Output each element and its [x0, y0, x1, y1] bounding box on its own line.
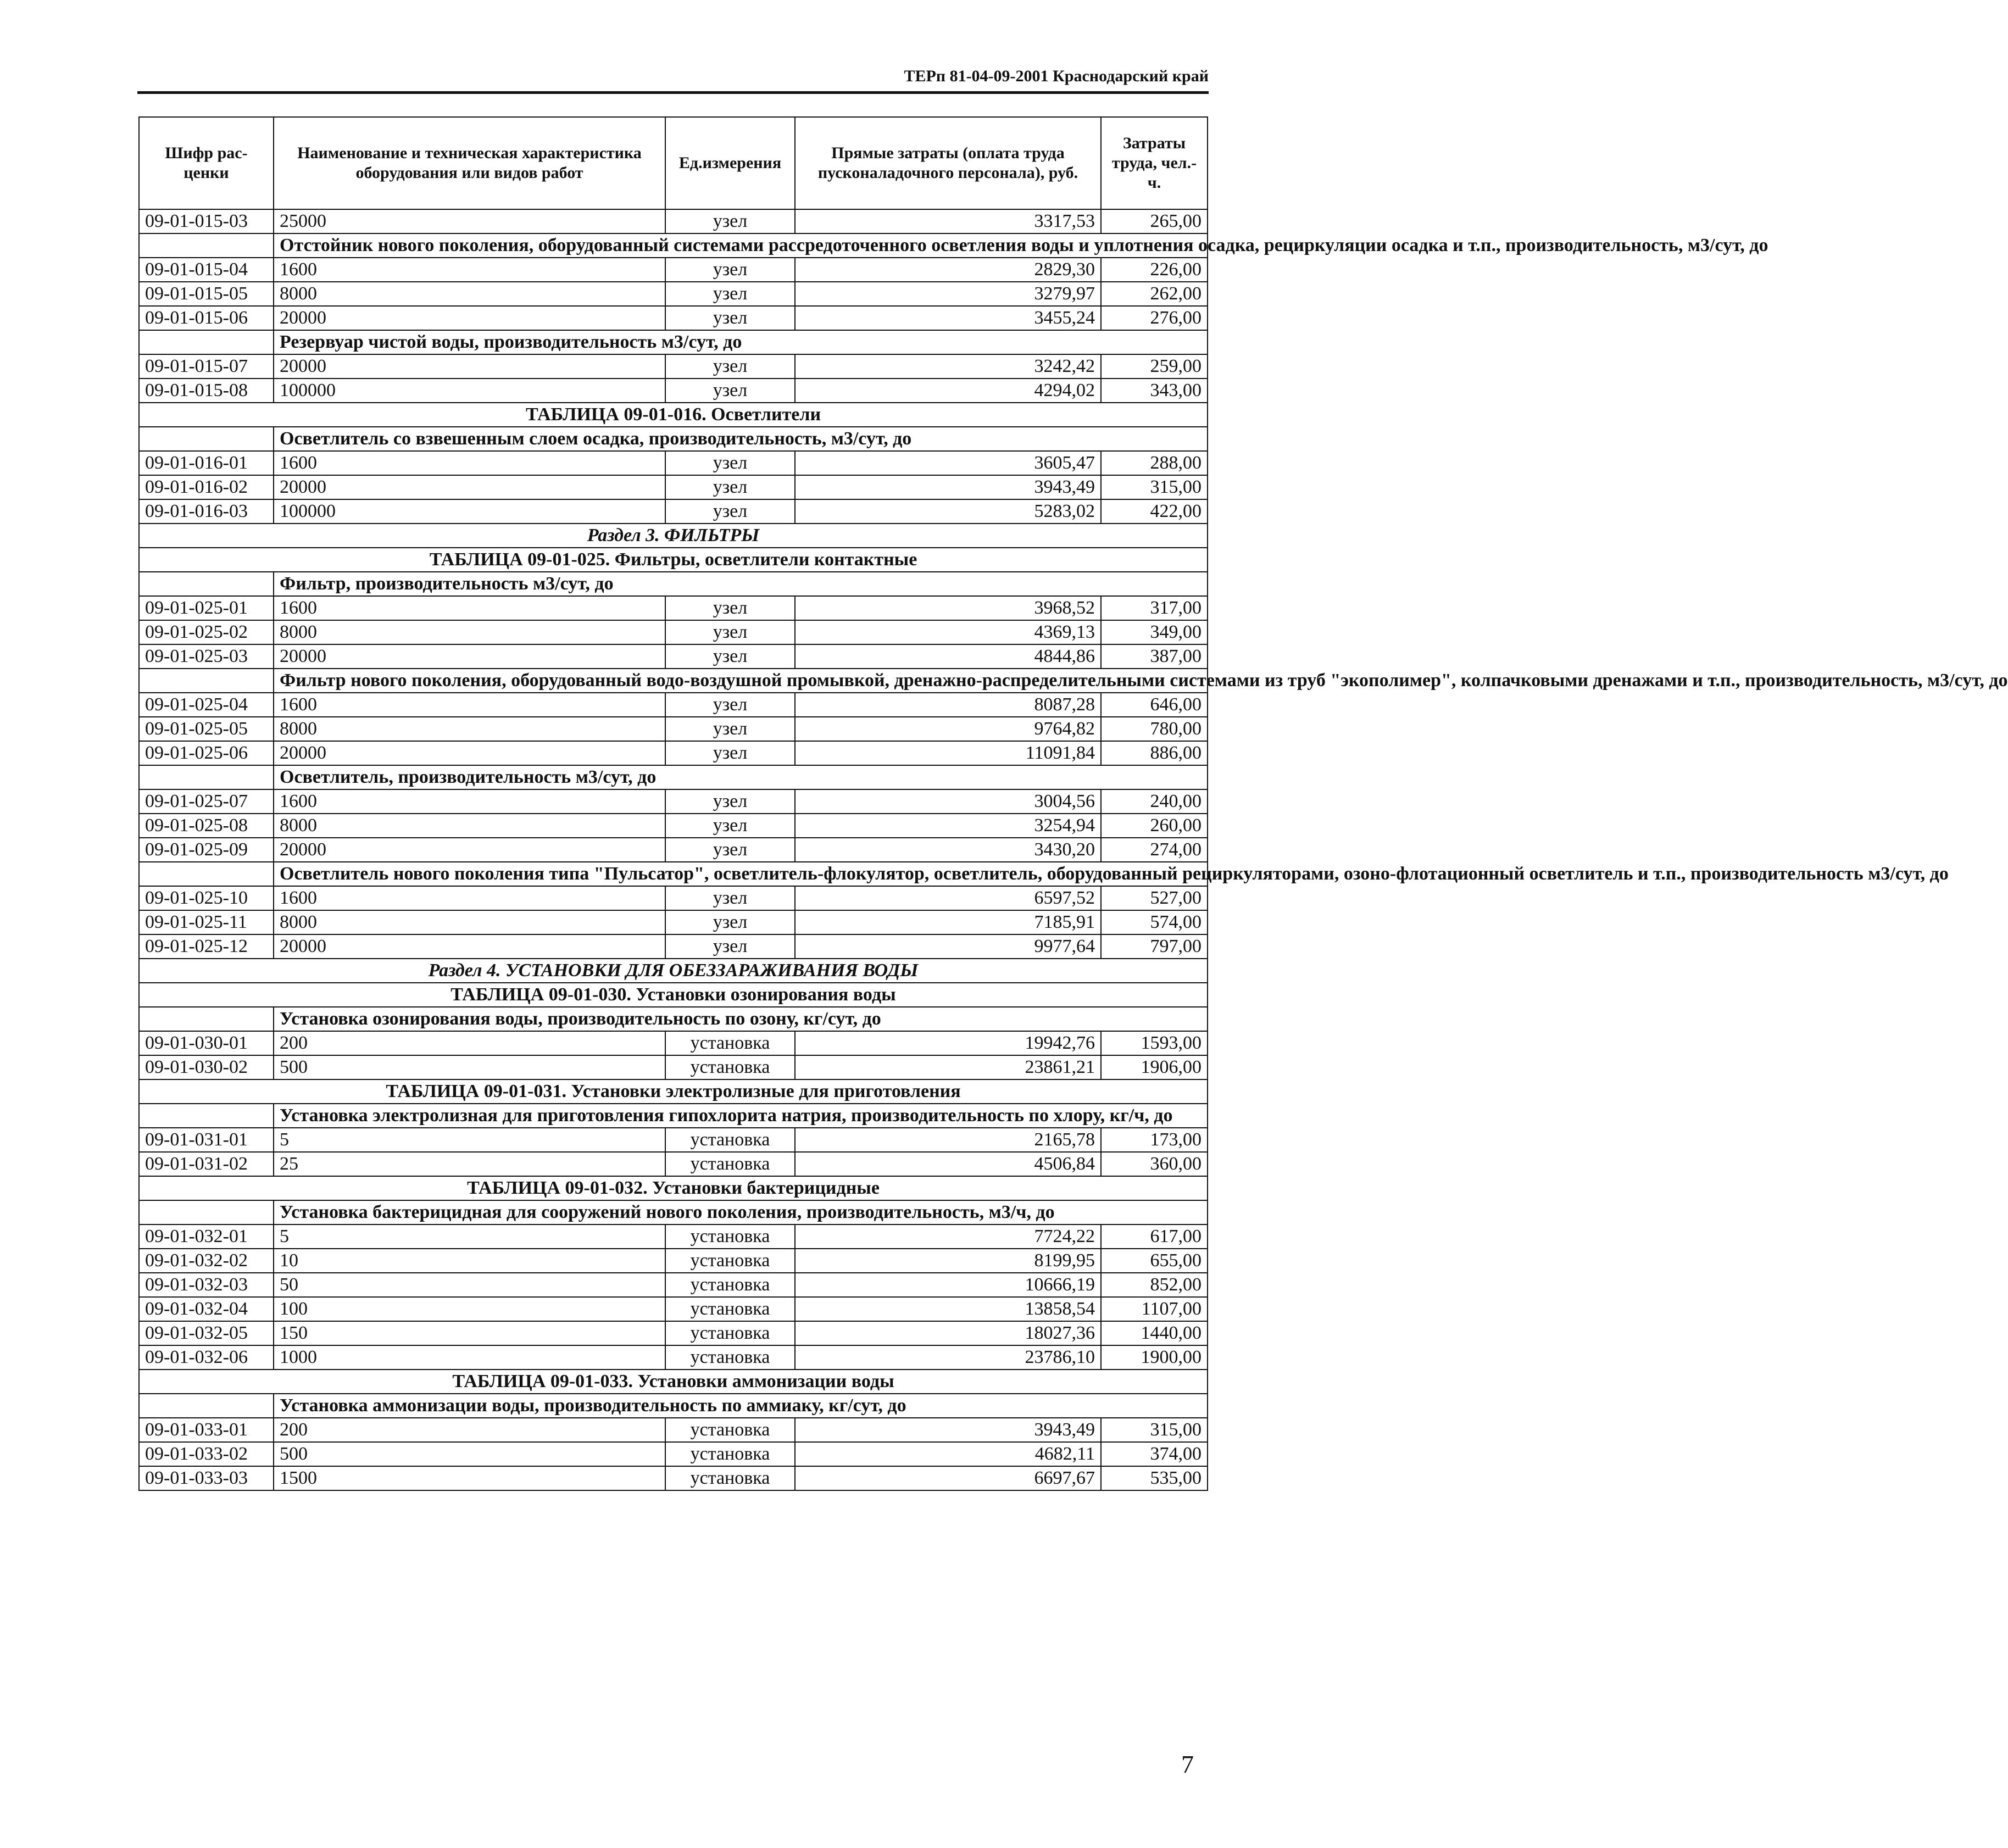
direct-cost-cell: 8087,28: [795, 693, 1101, 717]
direct-cost-cell: 3455,24: [795, 306, 1101, 330]
labor-cost-cell: 797,00: [1101, 934, 1208, 959]
table-row: [139, 789, 1208, 814]
rate-code-cell: 09-01-015-05: [139, 282, 274, 306]
unit-cell: установка: [665, 1418, 795, 1442]
group-heading-row: [139, 1104, 1208, 1128]
direct-cost-cell: 6697,67: [795, 1466, 1101, 1490]
table-row: [139, 1466, 1208, 1490]
direct-cost-cell: 3242,42: [795, 354, 1101, 378]
direct-cost-cell: 6597,52: [795, 886, 1101, 910]
name-cell: 8000: [274, 620, 665, 644]
group-heading-row: [139, 427, 1208, 451]
table-row: [139, 1128, 1208, 1152]
name-cell: 25: [274, 1152, 665, 1176]
group-heading: Осветлитель со взвешенным слоем осадка, производительность, м3/сут, до: [274, 427, 1208, 451]
table-row: [139, 934, 1208, 959]
name-cell: 8000: [274, 717, 665, 741]
rate-code-cell: 09-01-033-03: [139, 1466, 274, 1490]
name-cell: 100000: [274, 499, 665, 524]
group-heading: Установка озонирования воды, производительность по озону, кг/сут, до: [274, 1007, 1208, 1031]
labor-cost-cell: 1906,00: [1101, 1055, 1208, 1079]
direct-cost-cell: 13858,54: [795, 1297, 1101, 1321]
group-heading: Осветлитель, производительность м3/сут, до: [274, 765, 1208, 789]
direct-cost-cell: 3605,47: [795, 451, 1101, 475]
labor-cost-cell: 527,00: [1101, 886, 1208, 910]
rate-code-cell: 09-01-016-02: [139, 475, 274, 499]
labor-cost-cell: 852,00: [1101, 1273, 1208, 1297]
unit-cell: узел: [665, 596, 795, 620]
labor-cost-cell: 262,00: [1101, 282, 1208, 306]
direct-cost-cell: 4506,84: [795, 1152, 1101, 1176]
table-row: [139, 1418, 1208, 1442]
direct-cost-cell: 3430,20: [795, 838, 1101, 862]
name-cell: 5: [274, 1128, 665, 1152]
rate-code-cell: 09-01-015-03: [139, 209, 274, 233]
column-header-code: Шифр рас-ценки: [139, 117, 274, 209]
rate-code-cell: 09-01-033-02: [139, 1442, 274, 1466]
rate-code-cell: 09-01-015-07: [139, 354, 274, 378]
table-row: [139, 693, 1208, 717]
direct-cost-cell: 3317,53: [795, 209, 1101, 233]
unit-cell: узел: [665, 354, 795, 378]
empty-code-cell: [139, 572, 274, 596]
direct-cost-cell: 9764,82: [795, 717, 1101, 741]
unit-cell: узел: [665, 717, 795, 741]
name-cell: 200: [274, 1031, 665, 1055]
name-cell: 1500: [274, 1466, 665, 1490]
table-title: ТАБЛИЦА 09-01-030. Установки озонирования воды: [139, 983, 1208, 1007]
unit-cell: узел: [665, 282, 795, 306]
empty-code-cell: [139, 1007, 274, 1031]
table-title: ТАБЛИЦА 09-01-031. Установки электролизные для приготовления: [139, 1079, 1208, 1104]
table-row: [139, 1297, 1208, 1321]
direct-cost-cell: 4294,02: [795, 378, 1101, 403]
name-cell: 8000: [274, 814, 665, 838]
table-row: [139, 886, 1208, 910]
name-cell: 100000: [274, 378, 665, 403]
labor-cost-cell: 240,00: [1101, 789, 1208, 814]
labor-cost-cell: 780,00: [1101, 717, 1208, 741]
direct-cost-cell: 2165,78: [795, 1128, 1101, 1152]
labor-cost-cell: 274,00: [1101, 838, 1208, 862]
rate-code-cell: 09-01-031-02: [139, 1152, 274, 1176]
table-body: [139, 209, 2008, 1490]
empty-code-cell: [139, 233, 274, 258]
name-cell: 150: [274, 1321, 665, 1345]
table-row: [139, 354, 1208, 378]
name-cell: 20000: [274, 306, 665, 330]
name-cell: 25000: [274, 209, 665, 233]
rate-code-cell: 09-01-032-04: [139, 1297, 274, 1321]
labor-cost-cell: 173,00: [1101, 1128, 1208, 1152]
unit-cell: узел: [665, 451, 795, 475]
group-heading: Установка бактерицидная для сооружений нового поколения, производительность, м3/ч, до: [274, 1200, 1208, 1224]
direct-cost-cell: 4369,13: [795, 620, 1101, 644]
table-row: [139, 1321, 1208, 1345]
direct-cost-cell: 2829,30: [795, 258, 1101, 282]
direct-cost-cell: 3004,56: [795, 789, 1101, 814]
table-row: [139, 644, 1208, 669]
labor-cost-cell: 617,00: [1101, 1224, 1208, 1249]
group-heading-row: [139, 765, 1208, 789]
section-title-row: [139, 959, 1208, 983]
group-heading-row: [139, 233, 1208, 258]
rate-code-cell: 09-01-025-09: [139, 838, 274, 862]
direct-cost-cell: 3254,94: [795, 814, 1101, 838]
unit-cell: узел: [665, 620, 795, 644]
labor-cost-cell: 226,00: [1101, 258, 1208, 282]
direct-cost-cell: 7185,91: [795, 910, 1101, 934]
labor-cost-cell: 1593,00: [1101, 1031, 1208, 1055]
table-row: [139, 378, 1208, 403]
table-row: [139, 717, 1208, 741]
group-heading: Резервуар чистой воды, производительность м3/сут, до: [274, 330, 1208, 354]
table-title-row: [139, 1176, 1208, 1200]
labor-cost-cell: 349,00: [1101, 620, 1208, 644]
rate-code-cell: 09-01-025-03: [139, 644, 274, 669]
rate-code-cell: 09-01-025-10: [139, 886, 274, 910]
direct-cost-cell: 3968,52: [795, 596, 1101, 620]
name-cell: 20000: [274, 354, 665, 378]
name-cell: 200: [274, 1418, 665, 1442]
section-title: Раздел 4. УСТАНОВКИ ДЛЯ ОБЕЗЗАРАЖИВАНИЯ ВОДЫ: [139, 959, 1208, 983]
section-title: Раздел 3. ФИЛЬТРЫ: [139, 524, 1208, 548]
direct-cost-cell: 3943,49: [795, 475, 1101, 499]
rate-code-cell: 09-01-016-01: [139, 451, 274, 475]
table-title-row: [139, 983, 1208, 1007]
name-cell: 5: [274, 1224, 665, 1249]
table-row: [139, 1249, 1208, 1273]
labor-cost-cell: 1107,00: [1101, 1297, 1208, 1321]
table-row: [139, 1031, 1208, 1055]
unit-cell: узел: [665, 306, 795, 330]
rate-code-cell: 09-01-025-11: [139, 910, 274, 934]
name-cell: 100: [274, 1297, 665, 1321]
direct-cost-cell: 8199,95: [795, 1249, 1101, 1273]
name-cell: 1600: [274, 596, 665, 620]
empty-code-cell: [139, 427, 274, 451]
table-row: [139, 282, 1208, 306]
labor-cost-cell: 1900,00: [1101, 1345, 1208, 1370]
labor-cost-cell: 360,00: [1101, 1152, 1208, 1176]
table-row: [139, 1273, 1208, 1297]
unit-cell: установка: [665, 1128, 795, 1152]
unit-cell: узел: [665, 499, 795, 524]
direct-cost-cell: 19942,76: [795, 1031, 1101, 1055]
column-header-labor: Затраты труда, чел.-ч.: [1101, 117, 1208, 209]
name-cell: 20000: [274, 838, 665, 862]
group-heading: Фильтр, производительность м3/сут, до: [274, 572, 1208, 596]
unit-cell: установка: [665, 1055, 795, 1079]
unit-cell: узел: [665, 814, 795, 838]
name-cell: 20000: [274, 644, 665, 669]
rate-code-cell: 09-01-025-08: [139, 814, 274, 838]
unit-cell: узел: [665, 886, 795, 910]
group-heading: Отстойник нового поколения, оборудованный системами рассредоточенного осветления воды и уплотнения осадка, рециркуляции осадка и т.п., производительность, м3/сут, до: [274, 233, 1208, 258]
page-number: 7: [1181, 1750, 1194, 1778]
rates-table: [138, 116, 2008, 1491]
group-heading-row: [139, 669, 1208, 693]
direct-cost-cell: 9977,64: [795, 934, 1101, 959]
table-row: [139, 306, 1208, 330]
unit-cell: узел: [665, 838, 795, 862]
labor-cost-cell: 374,00: [1101, 1442, 1208, 1466]
table-row: [139, 475, 1208, 499]
table-row: [139, 1345, 1208, 1370]
labor-cost-cell: 422,00: [1101, 499, 1208, 524]
rate-code-cell: 09-01-032-05: [139, 1321, 274, 1345]
empty-code-cell: [139, 1200, 274, 1224]
rate-code-cell: 09-01-032-02: [139, 1249, 274, 1273]
rate-code-cell: 09-01-033-01: [139, 1418, 274, 1442]
name-cell: 50: [274, 1273, 665, 1297]
table-title: ТАБЛИЦА 09-01-032. Установки бактерицидные: [139, 1176, 1208, 1200]
rate-code-cell: 09-01-032-01: [139, 1224, 274, 1249]
rate-code-cell: 09-01-030-02: [139, 1055, 274, 1079]
unit-cell: установка: [665, 1152, 795, 1176]
table-title: ТАБЛИЦА 09-01-016. Осветлители: [139, 403, 1208, 427]
table-row: [139, 814, 1208, 838]
unit-cell: установка: [665, 1345, 795, 1370]
group-heading-row: [139, 1007, 1208, 1031]
table-row: [139, 620, 1208, 644]
table-title: ТАБЛИЦА 09-01-025. Фильтры, осветлители контактные: [139, 548, 1208, 572]
labor-cost-cell: 535,00: [1101, 1466, 1208, 1490]
rate-code-cell: 09-01-015-06: [139, 306, 274, 330]
name-cell: 8000: [274, 282, 665, 306]
labor-cost-cell: 886,00: [1101, 741, 1208, 765]
direct-cost-cell: 23786,10: [795, 1345, 1101, 1370]
name-cell: 1600: [274, 451, 665, 475]
table-row: [139, 209, 1208, 233]
direct-cost-cell: 4844,86: [795, 644, 1101, 669]
table-row: [139, 838, 1208, 862]
table-row: [139, 451, 1208, 475]
direct-cost-cell: 5283,02: [795, 499, 1101, 524]
labor-cost-cell: 574,00: [1101, 910, 1208, 934]
column-header-name: Наименование и техническая характеристика оборудования или видов работ: [274, 117, 665, 209]
rate-code-cell: 09-01-025-05: [139, 717, 274, 741]
labor-cost-cell: 288,00: [1101, 451, 1208, 475]
direct-cost-cell: 4682,11: [795, 1442, 1101, 1466]
rate-code-cell: 09-01-025-07: [139, 789, 274, 814]
direct-cost-cell: 18027,36: [795, 1321, 1101, 1345]
table-row: [139, 1055, 1208, 1079]
group-heading-row: [139, 330, 1208, 354]
labor-cost-cell: 315,00: [1101, 1418, 1208, 1442]
table-row: [139, 1152, 1208, 1176]
name-cell: 1600: [274, 258, 665, 282]
unit-cell: узел: [665, 693, 795, 717]
name-cell: 20000: [274, 934, 665, 959]
rate-code-cell: 09-01-031-01: [139, 1128, 274, 1152]
rate-code-cell: 09-01-032-03: [139, 1273, 274, 1297]
labor-cost-cell: 276,00: [1101, 306, 1208, 330]
section-title-row: [139, 524, 1208, 548]
unit-cell: узел: [665, 644, 795, 669]
name-cell: 20000: [274, 741, 665, 765]
empty-code-cell: [139, 1394, 274, 1418]
unit-cell: установка: [665, 1224, 795, 1249]
table-row: [139, 258, 1208, 282]
rate-code-cell: 09-01-015-04: [139, 258, 274, 282]
unit-cell: узел: [665, 258, 795, 282]
group-heading: Установка аммонизации воды, производительность по аммиаку, кг/сут, до: [274, 1394, 1208, 1418]
name-cell: 1600: [274, 789, 665, 814]
direct-cost-cell: 10666,19: [795, 1273, 1101, 1297]
name-cell: 500: [274, 1055, 665, 1079]
unit-cell: узел: [665, 789, 795, 814]
unit-cell: узел: [665, 209, 795, 233]
table-row: [139, 741, 1208, 765]
column-header-unit: Ед.измерения: [665, 117, 795, 209]
rate-code-cell: 09-01-025-01: [139, 596, 274, 620]
group-heading: Осветлитель нового поколения типа "Пульсатор", осветлитель-флокулятор, осветлитель, оборудованный рециркуляторами, озоно-флотационный осветлитель и т.п., производительность м3/сут, до: [274, 862, 1208, 886]
unit-cell: узел: [665, 378, 795, 403]
direct-cost-cell: 7724,22: [795, 1224, 1101, 1249]
group-heading-row: [139, 572, 1208, 596]
labor-cost-cell: 1440,00: [1101, 1321, 1208, 1345]
table-row: [139, 1442, 1208, 1466]
name-cell: 1600: [274, 693, 665, 717]
table-title-row: [139, 1370, 1208, 1394]
direct-cost-cell: 23861,21: [795, 1055, 1101, 1079]
table-title: ТАБЛИЦА 09-01-033. Установки аммонизации воды: [139, 1370, 1208, 1394]
table-title-row: [139, 1079, 1208, 1104]
labor-cost-cell: 655,00: [1101, 1249, 1208, 1273]
table-row: [139, 499, 1208, 524]
group-heading-row: [139, 862, 1208, 886]
labor-cost-cell: 265,00: [1101, 209, 1208, 233]
column-header-cost: Прямые затраты (оплата труда пусконаладочного персонала), руб.: [795, 117, 1101, 209]
group-heading: Фильтр нового поколения, оборудованный водо-воздушной промывкой, дренажно-распределительными системами из труб "экополимер", колпачковыми дренажами и т.п., производительность, м3/сут, до: [274, 669, 1208, 693]
name-cell: 8000: [274, 910, 665, 934]
unit-cell: установка: [665, 1249, 795, 1273]
table-row: [139, 1224, 1208, 1249]
table-row: [139, 910, 1208, 934]
empty-code-cell: [139, 669, 274, 693]
group-heading-row: [139, 1200, 1208, 1224]
rate-code-cell: 09-01-015-08: [139, 378, 274, 403]
name-cell: 1000: [274, 1345, 665, 1370]
labor-cost-cell: 646,00: [1101, 693, 1208, 717]
labor-cost-cell: 259,00: [1101, 354, 1208, 378]
table-title-row: [139, 403, 1208, 427]
empty-code-cell: [139, 1104, 274, 1128]
unit-cell: установка: [665, 1466, 795, 1490]
rate-code-cell: 09-01-025-02: [139, 620, 274, 644]
rate-code-cell: 09-01-025-04: [139, 693, 274, 717]
empty-code-cell: [139, 862, 274, 886]
rate-code-cell: 09-01-030-01: [139, 1031, 274, 1055]
labor-cost-cell: 260,00: [1101, 814, 1208, 838]
empty-code-cell: [139, 330, 274, 354]
direct-cost-cell: 11091,84: [795, 741, 1101, 765]
name-cell: 500: [274, 1442, 665, 1466]
labor-cost-cell: 387,00: [1101, 644, 1208, 669]
unit-cell: установка: [665, 1442, 795, 1466]
name-cell: 1600: [274, 886, 665, 910]
group-heading: Установка электролизная для приготовления гипохлорита натрия, производительность по хлору, кг/ч, до: [274, 1104, 1208, 1128]
unit-cell: установка: [665, 1321, 795, 1345]
labor-cost-cell: 343,00: [1101, 378, 1208, 403]
rate-code-cell: 09-01-025-12: [139, 934, 274, 959]
unit-cell: узел: [665, 475, 795, 499]
unit-cell: узел: [665, 910, 795, 934]
unit-cell: узел: [665, 934, 795, 959]
name-cell: 10: [274, 1249, 665, 1273]
unit-cell: установка: [665, 1031, 795, 1055]
rate-code-cell: 09-01-016-03: [139, 499, 274, 524]
table-title-row: [139, 548, 1208, 572]
table-row: [139, 596, 1208, 620]
direct-cost-cell: 3943,49: [795, 1418, 1101, 1442]
document-header: ТЕРп 81-04-09-2001 Краснодарский край: [904, 67, 1209, 85]
table-header-row: [139, 117, 1208, 209]
group-heading-row: [139, 1394, 1208, 1418]
labor-cost-cell: 315,00: [1101, 475, 1208, 499]
direct-cost-cell: 3279,97: [795, 282, 1101, 306]
header-rule: [137, 91, 1209, 94]
unit-cell: установка: [665, 1273, 795, 1297]
labor-cost-cell: 317,00: [1101, 596, 1208, 620]
unit-cell: узел: [665, 741, 795, 765]
empty-code-cell: [139, 765, 274, 789]
rate-code-cell: 09-01-025-06: [139, 741, 274, 765]
name-cell: 20000: [274, 475, 665, 499]
rate-code-cell: 09-01-032-06: [139, 1345, 274, 1370]
unit-cell: установка: [665, 1297, 795, 1321]
